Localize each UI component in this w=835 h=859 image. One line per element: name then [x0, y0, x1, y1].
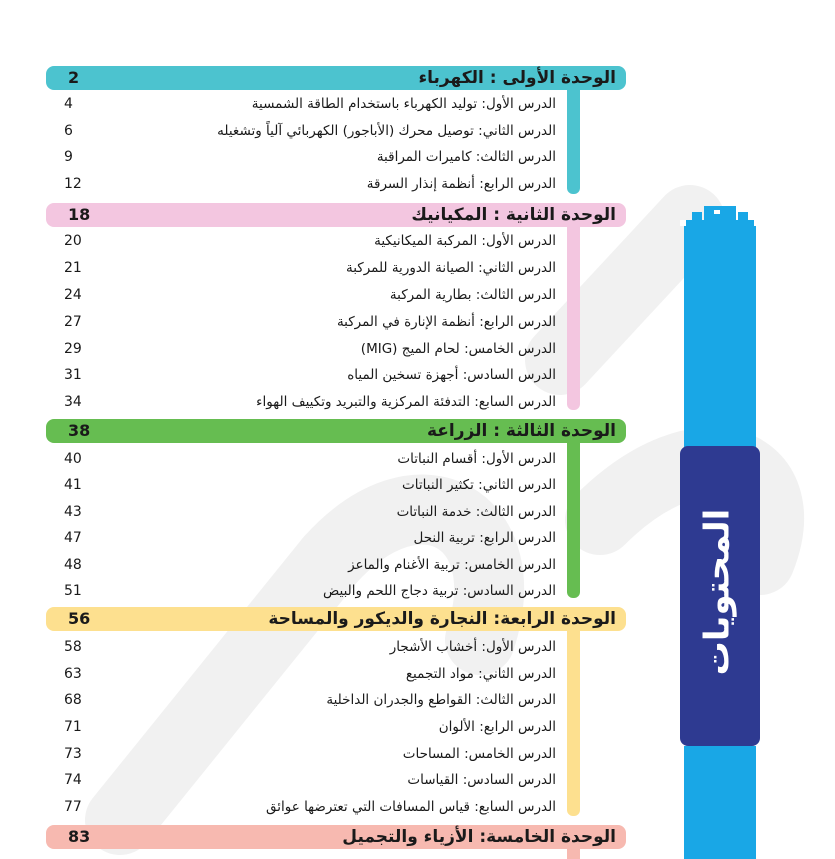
- lesson-title: الدرس الثالث: بطارية المركبة: [389, 287, 556, 303]
- unit-page-number: 38: [68, 421, 91, 440]
- table-of-contents: [46, 0, 626, 859]
- lesson-title: الدرس الأول: توليد الكهرباء باستخدام الطاقة الشمسية: [251, 96, 556, 112]
- lesson-item[interactable]: [46, 144, 566, 170]
- lesson-page-number: 31: [64, 367, 82, 383]
- lesson-title: الدرس الرابع: أنظمة إنذار السرقة: [366, 176, 556, 192]
- unit-header[interactable]: [46, 607, 626, 631]
- unit-header[interactable]: [46, 203, 626, 227]
- unit1-line: [567, 82, 580, 194]
- unit-page-number: 18: [68, 205, 91, 224]
- lesson-item[interactable]: [46, 118, 566, 144]
- lesson-page-number: 77: [64, 799, 82, 815]
- unit3-line: [567, 436, 580, 598]
- lesson-title: الدرس الثاني: الصيانة الدورية للمركبة: [345, 260, 556, 276]
- lesson-title: الدرس الثالث: القواطع والجدران الداخلية: [326, 692, 556, 708]
- lesson-title: الدرس الرابع: تربية النحل: [413, 530, 556, 546]
- lesson-item[interactable]: [46, 687, 566, 713]
- unit2-line: [567, 220, 580, 410]
- lesson-title: الدرس الخامس: تربية الأغنام والماعز: [348, 557, 556, 573]
- lesson-item[interactable]: [46, 794, 566, 820]
- contents-label-text: المحتويات: [697, 508, 737, 676]
- lesson-page-number: 63: [64, 666, 82, 682]
- lesson-title: الدرس السادس: تربية دجاج اللحم والبيض: [322, 583, 556, 599]
- lesson-title: الدرس الخامس: المساحات: [402, 746, 556, 762]
- lesson-item[interactable]: [46, 255, 566, 281]
- lesson-item[interactable]: [46, 634, 566, 660]
- lesson-title: الدرس السادس: أجهزة تسخين المياه: [347, 367, 556, 383]
- contents-label: [676, 446, 758, 738]
- lesson-title: الدرس الثاني: توصيل محرك (الأباجور) الكهربائي آلياً وتشغيله: [217, 123, 556, 139]
- lesson-page-number: 24: [64, 287, 82, 303]
- lesson-item[interactable]: [46, 282, 566, 308]
- lesson-item[interactable]: [46, 525, 566, 551]
- lesson-page-number: 34: [64, 394, 82, 410]
- lesson-title: الدرس الثالث: خدمة النباتات: [396, 504, 556, 520]
- unit-header[interactable]: [46, 419, 626, 443]
- lesson-page-number: 73: [64, 746, 82, 762]
- lesson-item[interactable]: [46, 171, 566, 197]
- lesson-page-number: 74: [64, 772, 82, 788]
- lesson-item[interactable]: [46, 741, 566, 767]
- lesson-title: الدرس الأول: المركبة الميكانيكية: [374, 233, 556, 249]
- unit-page-number: 56: [68, 609, 91, 628]
- unit-header[interactable]: [46, 825, 626, 849]
- unit-title: الوحدة الخامسة: الأزياء والتجميل: [342, 827, 616, 847]
- unit-page-number: 2: [68, 68, 80, 87]
- lesson-item[interactable]: [46, 767, 566, 793]
- lesson-page-number: 21: [64, 260, 82, 276]
- unit4-line: [567, 624, 580, 816]
- unit-title: الوحدة الرابعة: النجارة والديكور والمساحة: [268, 609, 616, 629]
- lesson-item[interactable]: [46, 336, 566, 362]
- lesson-page-number: 40: [64, 451, 82, 467]
- lesson-item[interactable]: [46, 446, 566, 472]
- lesson-page-number: 71: [64, 719, 82, 735]
- lesson-page-number: 51: [64, 583, 82, 599]
- lesson-page-number: 48: [64, 557, 82, 573]
- lesson-page-number: 9: [64, 149, 73, 165]
- lesson-title: الدرس الأول: أخشاب الأشجار: [389, 639, 556, 655]
- lesson-page-number: 27: [64, 314, 82, 330]
- unit-page-number: 83: [68, 827, 91, 846]
- lesson-title: الدرس السابع: قياس المسافات التي تعترضها عوائق: [265, 799, 556, 815]
- lesson-title: الدرس السادس: القياسات: [407, 772, 556, 788]
- lesson-page-number: 43: [64, 504, 82, 520]
- unit-title: الوحدة الأولى : الكهرباء: [418, 68, 616, 88]
- lesson-title: الدرس الأول: أقسام النباتات: [397, 451, 556, 467]
- lesson-page-number: 58: [64, 639, 82, 655]
- lesson-page-number: 47: [64, 530, 82, 546]
- lesson-title: الدرس الخامس: لحام الميج (MIG): [360, 341, 556, 357]
- lesson-title: الدرس الثاني: مواد التجميع: [405, 666, 556, 682]
- lesson-item[interactable]: [46, 472, 566, 498]
- lesson-item[interactable]: [46, 552, 566, 578]
- lesson-title: الدرس الثالث: كاميرات المراقبة: [376, 149, 556, 165]
- lesson-page-number: 6: [64, 123, 73, 139]
- lesson-title: الدرس الرابع: الألوان: [438, 719, 556, 735]
- lesson-title: الدرس الرابع: أنظمة الإنارة في المركبة: [336, 314, 556, 330]
- lesson-item[interactable]: [46, 91, 566, 117]
- lesson-item[interactable]: [46, 362, 566, 388]
- lesson-page-number: 20: [64, 233, 82, 249]
- lesson-item[interactable]: [46, 309, 566, 335]
- lesson-page-number: 12: [64, 176, 82, 192]
- unit-title: الوحدة الثالثة : الزراعة: [426, 421, 616, 441]
- lesson-page-number: 68: [64, 692, 82, 708]
- lesson-page-number: 29: [64, 341, 82, 357]
- lesson-page-number: 41: [64, 477, 82, 493]
- lesson-title: الدرس الثاني: تكثير النباتات: [402, 477, 556, 493]
- lesson-item[interactable]: [46, 578, 566, 604]
- lesson-item[interactable]: [46, 499, 566, 525]
- lesson-item[interactable]: [46, 661, 566, 687]
- unit-header[interactable]: [46, 66, 626, 90]
- lesson-item[interactable]: [46, 228, 566, 254]
- lesson-page-number: 4: [64, 96, 73, 112]
- lesson-title: الدرس السابع: التدفئة المركزية والتبريد وتكييف الهواء: [256, 394, 556, 410]
- lesson-item[interactable]: [46, 389, 566, 415]
- lesson-item[interactable]: [46, 714, 566, 740]
- unit-title: الوحدة الثانية : المكيانيك: [411, 205, 616, 225]
